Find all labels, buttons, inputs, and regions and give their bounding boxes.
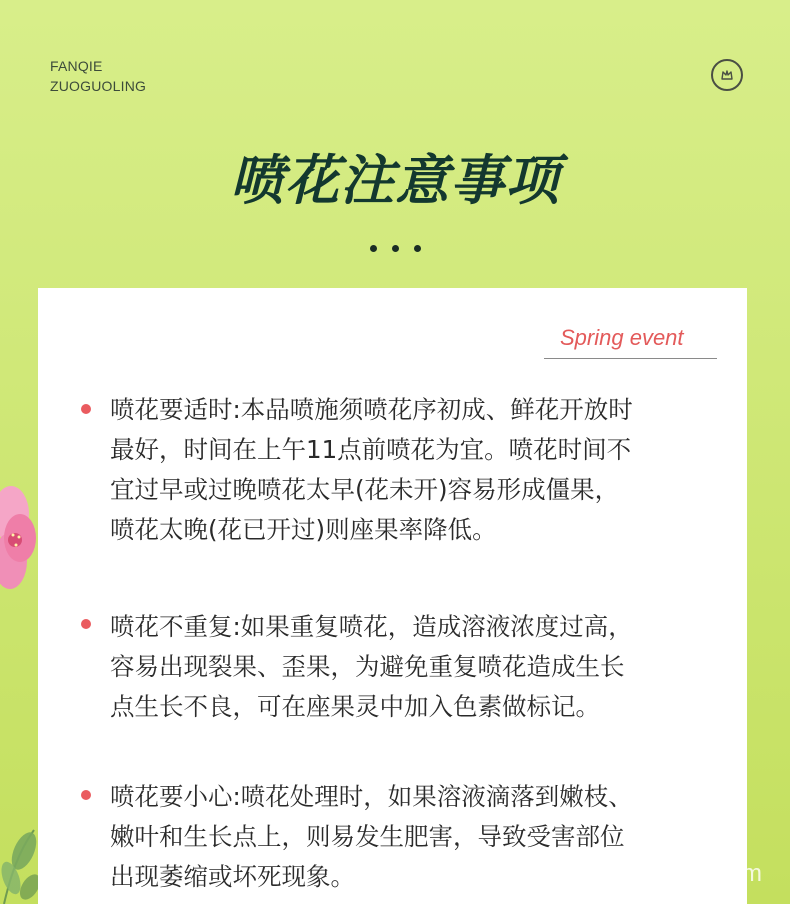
spring-event-label: Spring event xyxy=(560,325,684,350)
note-1-line-2: 最好，时间在上午11点前喷花为宜。喷花时间不 xyxy=(110,435,632,464)
bullet-point-3 xyxy=(81,790,91,800)
note-1-line-1: 喷花要适时:本品喷施须喷花序初成、鲜花开放时 xyxy=(110,395,633,424)
brand-line-1: FANQIE xyxy=(50,58,103,74)
note-3-line-3: 出现萎缩或坏死现象。 xyxy=(110,862,355,891)
title-dots xyxy=(366,245,426,255)
note-1-line-3: 宜过早或过晚喷花太早(花未开)容易形成僵果， xyxy=(110,475,620,504)
note-3-line-1: 喷花要小心:喷花处理时，如果溶液滴落到嫩枝、 xyxy=(110,782,633,811)
page-title: 喷花注意事项 xyxy=(230,149,560,212)
brand-text xyxy=(50,56,146,96)
note-item-2 xyxy=(110,607,730,727)
note-2-line-2: 容易出现裂果、歪果，为避免重复喷花造成生长 xyxy=(110,652,625,681)
bullet-point-1 xyxy=(81,404,91,414)
note-3-line-2: 嫩叶和生长点上，则易发生肥害，导致受害部位 xyxy=(110,822,625,851)
note-item-1 xyxy=(110,390,730,550)
watermark-fragment: m xyxy=(742,860,762,887)
note-2-line-1: 喷花不重复:如果重复喷花，造成溶液浓度过高， xyxy=(110,612,633,641)
leaf-crown-icon xyxy=(711,59,743,91)
brand-line-2: ZUOGUOLING xyxy=(50,78,147,94)
pink-flower-decoration xyxy=(0,468,40,608)
spring-event-underline xyxy=(544,358,717,359)
note-1-line-4: 喷花太晚(花已开过)则座果率降低。 xyxy=(110,515,497,544)
note-2-line-3: 点生长不良，可在座果灵中加入色素做标记。 xyxy=(110,692,600,721)
note-item-3 xyxy=(110,777,730,897)
leaf-decoration xyxy=(0,820,40,904)
bullet-point-2 xyxy=(81,619,91,629)
